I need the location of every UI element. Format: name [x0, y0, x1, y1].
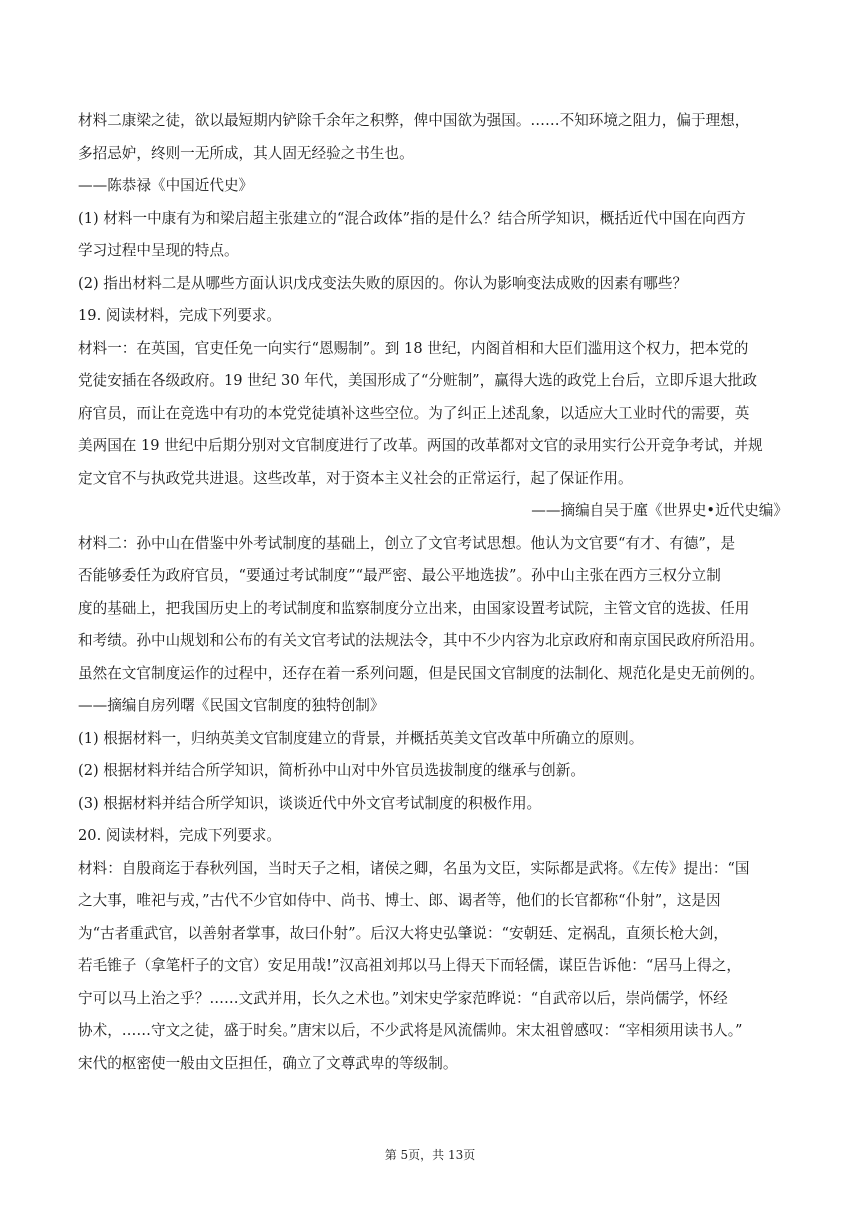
text-line: 府官员，而让在竞选中有功的本党党徒填补这些空位。为了纠正上述乱象，以适应大工业时代的需要，英 [78, 404, 750, 422]
text-line: (2) 指出材料二是从哪些方面认识戊戌变法失败的原因的。你认为影响变法成败的因素有哪些？ [78, 274, 688, 292]
text-line: 协术，……守文之徒，盛于时矣。”唐宋以后，不少武将是风流儒帅。宋太祖曾感叹：“宰相须用读书人。” [78, 1022, 743, 1039]
text-line: 虽然在文官制度运作的过程中，还存在着一系列问题，但是民国文官制度的法制化、规范化是史无前例的。 [78, 664, 764, 682]
text-line: (1) 根据材料一，归纳英美文官制度建立的背景，并概括英美文官改革中所确立的原则。 [78, 729, 644, 747]
text-line: ——摘编自房列曙《民国文官制度的独特创制》 [78, 697, 385, 714]
text-line: (3) 根据材料并结合所学知识，谈谈近代中外文官考试制度的积极作用。 [78, 794, 542, 812]
text-line: 和考绩。孙中山规划和公布的有关文官考试的法规法令，其中不少内容为北京政府和南京国民政府所沿用。 [78, 632, 764, 649]
text-line: 宋代的枢密使一般由文臣担任，确立了文尊武卑的等级制。 [78, 1054, 458, 1072]
text-line: 20. 阅读材料，完成下列要求。 [78, 827, 281, 844]
text-line: 材料一：在英国，官吏任免一向实行“恩赐制”。到 18 世纪，内阁首相和大臣们滥用这个权力，把本党的 [78, 339, 749, 357]
text-line: 否能够委任为政府官员，“要通过考试制度”“最严密、最公平地选拔”。孙中山主张在西方三权分立制 [78, 567, 721, 584]
text-line: 宁可以马上治之乎？……文武并用，长久之术也。”刘宋史学家范晔说：“自武帝以后，崇尚儒学，怀经 [78, 989, 728, 1007]
text-line: (1) 材料一中康有为和梁启超主张建立的“混合政体”指的是什么？结合所学知识，概括近代中国在向西方 [78, 209, 746, 227]
text-line: ——陈恭禄《中国近代史》 [78, 177, 254, 194]
text-line: 党徒安插在各级政府。19 世纪 30 年代，美国形成了“分赃制”，赢得大选的政党上台后，立即斥退大批政 [78, 372, 757, 389]
text-line: 19. 阅读材料，完成下列要求。 [78, 307, 281, 324]
text-line: 美两国在 19 世纪中后期分别对文官制度进行了改革。两国的改革都对文官的录用实行公开竞争考试，并规 [78, 437, 763, 454]
document-page [78, 105, 788, 1080]
text-line: 学习过程中呈现的特点。 [78, 242, 239, 259]
text-line: 若毛锥子（拿笔杆子的文官）安足用哉!”汉高祖刘邦以马上得天下而轻儒，谋臣告诉他：“居马上得之， [78, 957, 741, 974]
text-line: (2) 根据材料并结合所学知识，简析孙中山对中外官员选拔制度的继承与创新。 [78, 762, 585, 779]
page-footer: 第 5页，共 13页 [384, 1148, 476, 1162]
text-line: 材料二康梁之徒，欲以最短期内铲除千余年之积弊，俾中国欲为强国。……不知环境之阻力，偏于理想， [78, 112, 750, 129]
text-line: 定文官不与执政党共进退。这些改革，对于资本主义社会的正常运行，起了保证作用。 [78, 469, 633, 487]
text-line: 度的基础上，把我国历史上的考试制度和监察制度分立出来，由国家设置考试院，主管文官的选拔、任用 [78, 599, 750, 617]
text-line: 多招忌妒，终则一无所成，其人固无经验之书生也。 [78, 144, 414, 162]
text-line: 材料：自殷商迄于春秋列国，当时天子之相，诸侯之卿，名虽为文臣，实际都是武将。《左传》提出：“国 [78, 859, 750, 877]
text-line: 之大事，唯祀与戎，”古代不少官如侍中、尚书、博士、郎、谒者等，他们的长官都称“仆射”，这是因 [78, 892, 721, 909]
text-line: ——摘编自吴于廑《世界史•近代史编》 [531, 502, 788, 519]
text-line: 为“古者重武官，以善射者掌事，故曰仆射”。后汉大将史弘肇说：“安朝廷、定祸乱，直须长枪大剑， [78, 924, 728, 942]
text-line: 材料二：孙中山在借鉴中外考试制度的基础上，创立了文官考试思想。他认为文官要“有才、有德”，是 [78, 534, 736, 552]
